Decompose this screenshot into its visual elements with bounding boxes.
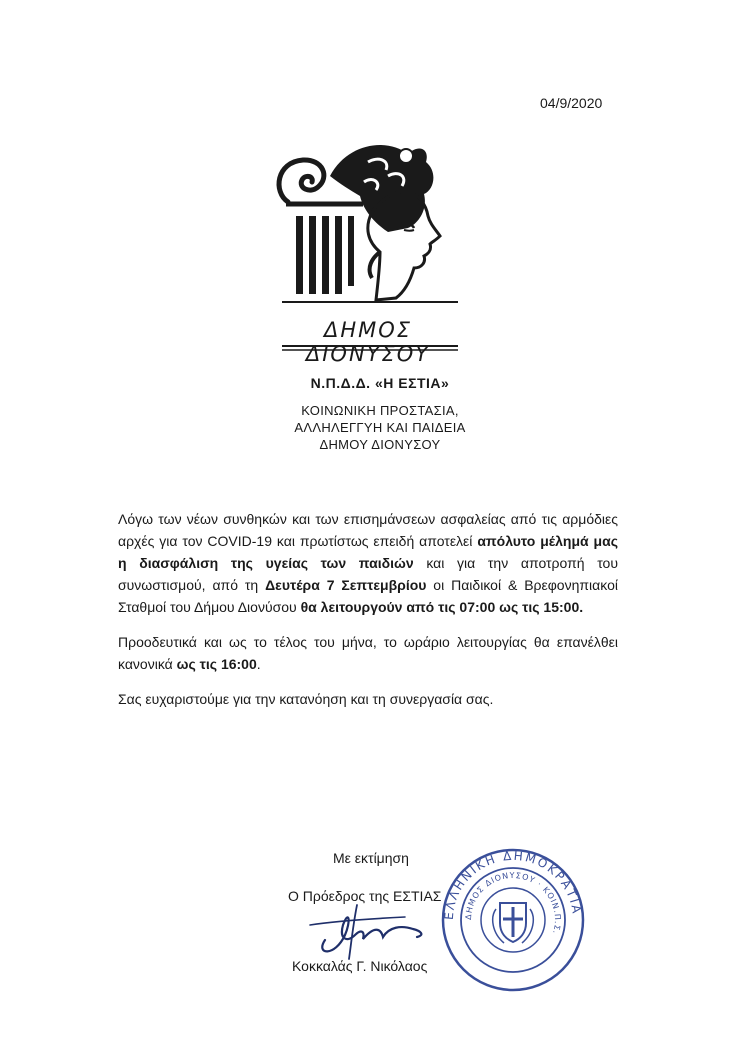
org-title: Ν.Π.Δ.Δ. «Η ΕΣΤΙΑ» [310,375,450,391]
paragraph-thanks: Σας ευχαριστούμε για την κατανόηση και τη συνεργασία σας. [118,691,494,707]
signer-role: Ο Πρόεδρος της ΕΣΤΙΑΣ [288,888,442,904]
text-run-bold: ως τις 16:00 [176,656,257,672]
closing-regards: Με εκτίμηση [333,850,409,866]
text-run-bold: θα λειτουργούν από τις 07:00 ως τις 15:00. [300,599,584,615]
org-subtitle [250,402,510,453]
text-run: οι Παιδικοί & Βρεφονηπιακοί Σταθμοί του Δήμου Διονύσου [118,577,618,615]
signer-name: Κοκκαλάς Γ. Νικόλαος [292,958,428,974]
org-subtitle-line: ΑΛΛΗΛΕΓΓΥΗ ΚΑΙ ΠΑΙΔΕΙΑ [294,420,466,435]
org-subtitle-line: ΔΗΜΟΥ ΔΙΟΝΥΣΟΥ [319,437,441,452]
letter-body [118,508,618,710]
text-run-bold: απόλυτο μέλημά μας η διασφάλιση της υγείας των παιδιών [118,533,618,571]
svg-text:ΕΛΛΗΝΙΚΗ ΔΗΜΟΚΡΑΤΙΑ: ΕΛΛΗΝΙΚΗ ΔΗΜΟΚΡΑΤΙΑ [441,848,584,921]
text-run: και για την αποτροπή του συνωστισμού, από τη [118,555,619,593]
paragraph-announcement [118,508,618,618]
paragraph-schedule [118,631,618,675]
official-stamp [438,845,588,1000]
org-subtitle-line: ΚΟΙΝΩΝΙΚΗ ΠΡΟΣΤΑΣΙΑ, [301,403,459,418]
text-run: . [256,656,261,672]
text-run: Προοδευτικά και ως το τέλος του μήνα, το ωράριο λειτουργίας θα επανέλθει κανονικά [118,634,618,672]
svg-text:ΔΗΜΟΣ ΔΙΟΝΥΣΟΥ · ΚΟΙΝ.Π.Σ.: ΔΗΜΟΣ ΔΙΟΝΥΣΟΥ · ΚΟΙΝ.Π.Σ. [463,870,563,936]
text-run: Λόγω των νέων συνθηκών και των επισημάνσεων ασφαλείας από τις αρμόδιες αρχές για τον COVID-19 και πρωτίστως επειδή αποτελεί [118,511,618,549]
logo-text: ΔΗΜΟΣ ΔΙΟΝΥΣΟΥ [305,318,431,366]
municipality-logo [268,132,468,366]
handwritten-signature [305,895,435,970]
text-run-bold: Δευτέρα 7 Σεπτεμβρίου [265,577,427,593]
letter-date: 04/9/2020 [540,95,603,111]
